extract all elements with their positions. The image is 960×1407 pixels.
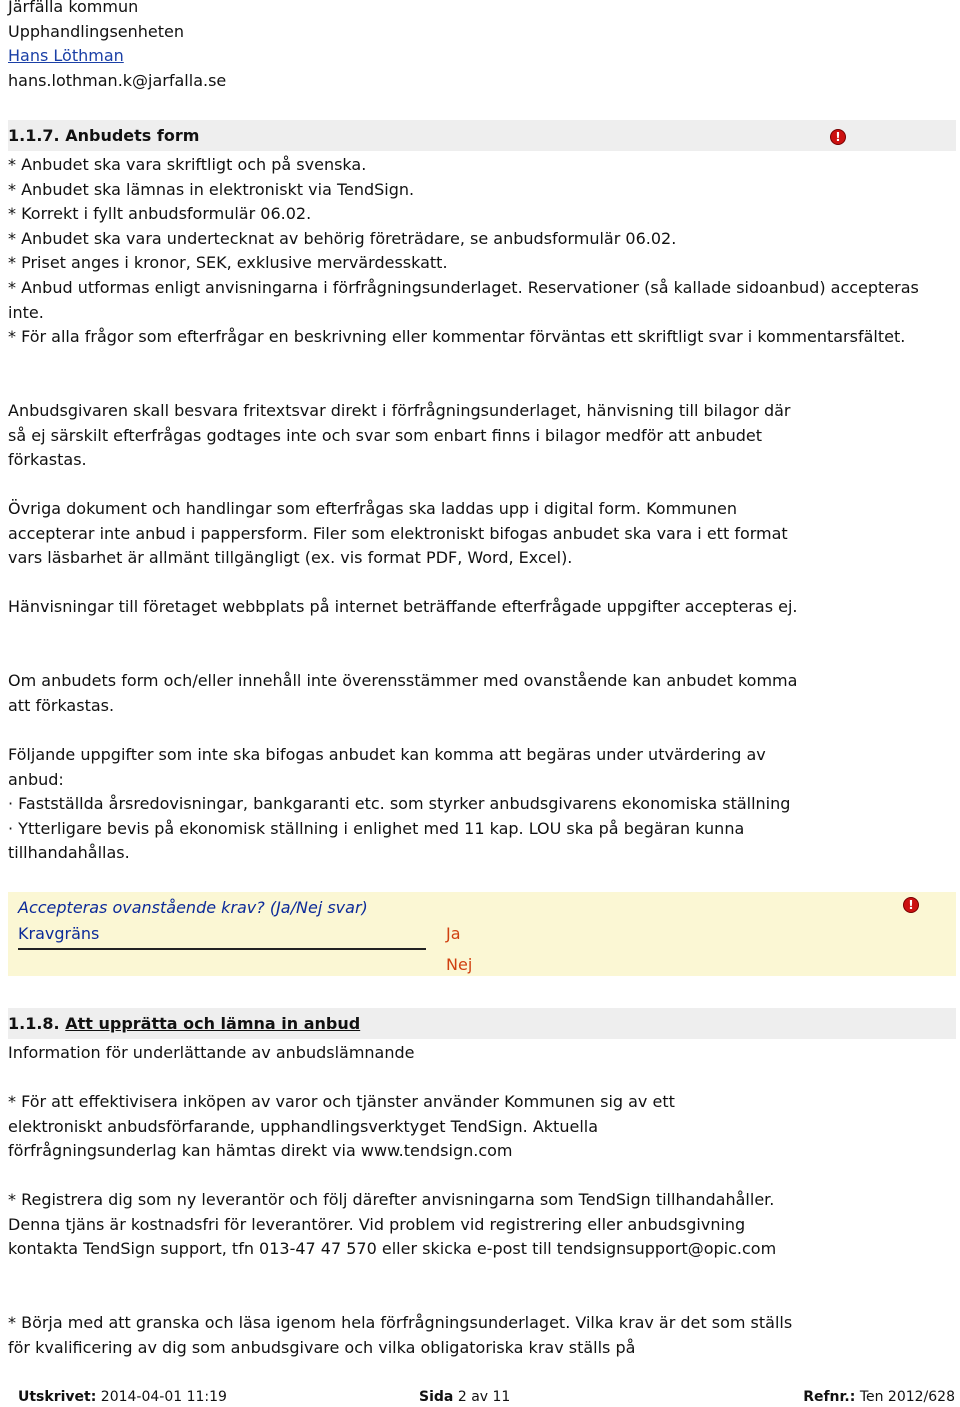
attachment-item: · Fastställda årsredovisningar, bankgaranti etc. som styrker anbudsgivarens ekonomiska ställning [8, 794, 791, 814]
attachments-intro: Följande uppgifter som inte ska bifogas anbudet kan komma att begäras under utvärdering av anbud: [8, 745, 766, 789]
page-of: av [471, 1389, 489, 1405]
footer-page [419, 1386, 510, 1407]
page-label: Sida [419, 1389, 454, 1405]
section-heading-upprätta-anbud [8, 1008, 956, 1039]
option-nej[interactable]: Nej [446, 955, 473, 974]
printed-label: Utskrivet: [18, 1389, 97, 1405]
requirement-box [8, 892, 956, 976]
ref-label: Refnr.: [803, 1389, 856, 1405]
bullet-item: * För alla frågor som efterfrågar en beskrivning eller kommentar förväntas ett skriftligt svar i kommentarsfältet. [8, 327, 906, 347]
option-ja[interactable]: Ja [446, 924, 461, 943]
section-number: 1.1.7. [8, 126, 60, 145]
section-number: 1.1.8. [8, 1014, 60, 1033]
paragraph-forkastas: Om anbudets form och/eller innehåll inte överensstämmer med ovanstående kan anbudet komma att förkastas. [8, 671, 798, 715]
footer-printed [18, 1386, 227, 1407]
bullet-item: * Anbudet ska lämnas in elektroniskt via TendSign. [8, 179, 415, 199]
paragraph-tendsign: * För att effektivisera inköpen av varor och tjänster använder Kommunen sig av ett elektroniskt anbudsförfarande, upphandlingsverktyget TendSign. Aktuella förfrågningsunderlag kan hämtas direkt via www.tendsign.com [8, 1092, 675, 1161]
section-heading-anbudets-form [8, 120, 956, 151]
requirement-label: Kravgräns [18, 924, 100, 943]
contact-block [8, 0, 226, 93]
bullet-item: * Anbud utformas enligt anvisningarna i förfrågningsunderlaget. Reservationer (så kallade sidoanbud) accepteras inte. [8, 277, 919, 322]
contact-name-link[interactable]: Hans Löthman [8, 46, 124, 66]
bullet-item: * Korrekt i fyllt anbudsformulär 06.02. [8, 204, 312, 224]
bullet-item: * Anbudet ska vara skriftligt och på svenska. [8, 155, 367, 174]
contact-email: hans.lothman.k@jarfalla.se [8, 70, 227, 90]
page-number: 2 [457, 1389, 467, 1405]
paragraph-webbplats: Hänvisningar till företaget webbplats på internet beträffande efterfrågade uppgifter accepteras ej. [8, 597, 798, 616]
section-title: Anbudets form [65, 126, 200, 145]
ref-value: Ten 2012/628 [859, 1389, 955, 1405]
section-title: Att upprätta och lämna in anbud [65, 1014, 361, 1033]
paragraph-dokument: Övriga dokument och handlingar som efterfrågas ska laddas upp i digital form. Kommunen accepterar inte anbud i pappersform. Filer som elektroniskt bifogas anbudet ska vara i ett format vars läsbarhet är allmänt tillgängligt (ex. vis format PDF, Word, Excel). [8, 499, 788, 568]
requirement-underline [18, 948, 426, 950]
anbudets-form-bullets [8, 153, 958, 350]
printed-value: 2014-04-01 11:19 [100, 1389, 227, 1405]
footer-ref [803, 1386, 955, 1407]
attachments-block [8, 743, 798, 866]
paragraph-registrera: * Registrera dig som ny leverantör och följ därefter anvisningarna som TendSign tillhandahåller. Denna tjäns är kostnadsfri för leverantörer. Vid problem vid registrering eller anbudsgivning kontakta TendSign support, tfn 013-47 47 570 eller skicka e-post till tendsignsupport@opic.com [8, 1190, 777, 1259]
bullet-item: * Anbudet ska vara undertecknat av behörig företrädare, se anbudsformulär 06.02. [8, 228, 677, 248]
paragraph-granska: * Börja med att granska och läsa igenom hela förfrågningsunderlaget. Vilka krav är det som ställs för kvalificering av dig som anbudsgivare och vilka obligatoriska krav ställs på [8, 1313, 793, 1357]
unit-name: Upphandlingsenheten [8, 21, 185, 41]
org-name: Järfälla kommun [8, 0, 139, 16]
warning-icon: ! [830, 129, 846, 145]
section-subtitle: Information för underlättande av anbudslämnande [8, 1043, 415, 1062]
warning-icon: ! [903, 897, 919, 913]
attachment-item: · Ytterligare bevis på ekonomisk ställning i enlighet med 11 kap. LOU ska på begäran kunna tillhandahållas. [8, 818, 745, 863]
requirement-question: Accepteras ovanstående krav? (Ja/Nej svar) [18, 898, 368, 917]
page-total: 11 [492, 1389, 511, 1405]
paragraph-fritextsvar: Anbudsgivaren skall besvara fritextsvar direkt i förfrågningsunderlaget, hänvisning till bilagor där så ej särskilt efterfrågas godtages inte och svar som enbart finns i bilagor medför att anbudet förkastas. [8, 401, 791, 470]
bullet-item: * Priset anges i kronor, SEK, exklusive mervärdesskatt. [8, 253, 448, 273]
page-footer [0, 1386, 960, 1407]
